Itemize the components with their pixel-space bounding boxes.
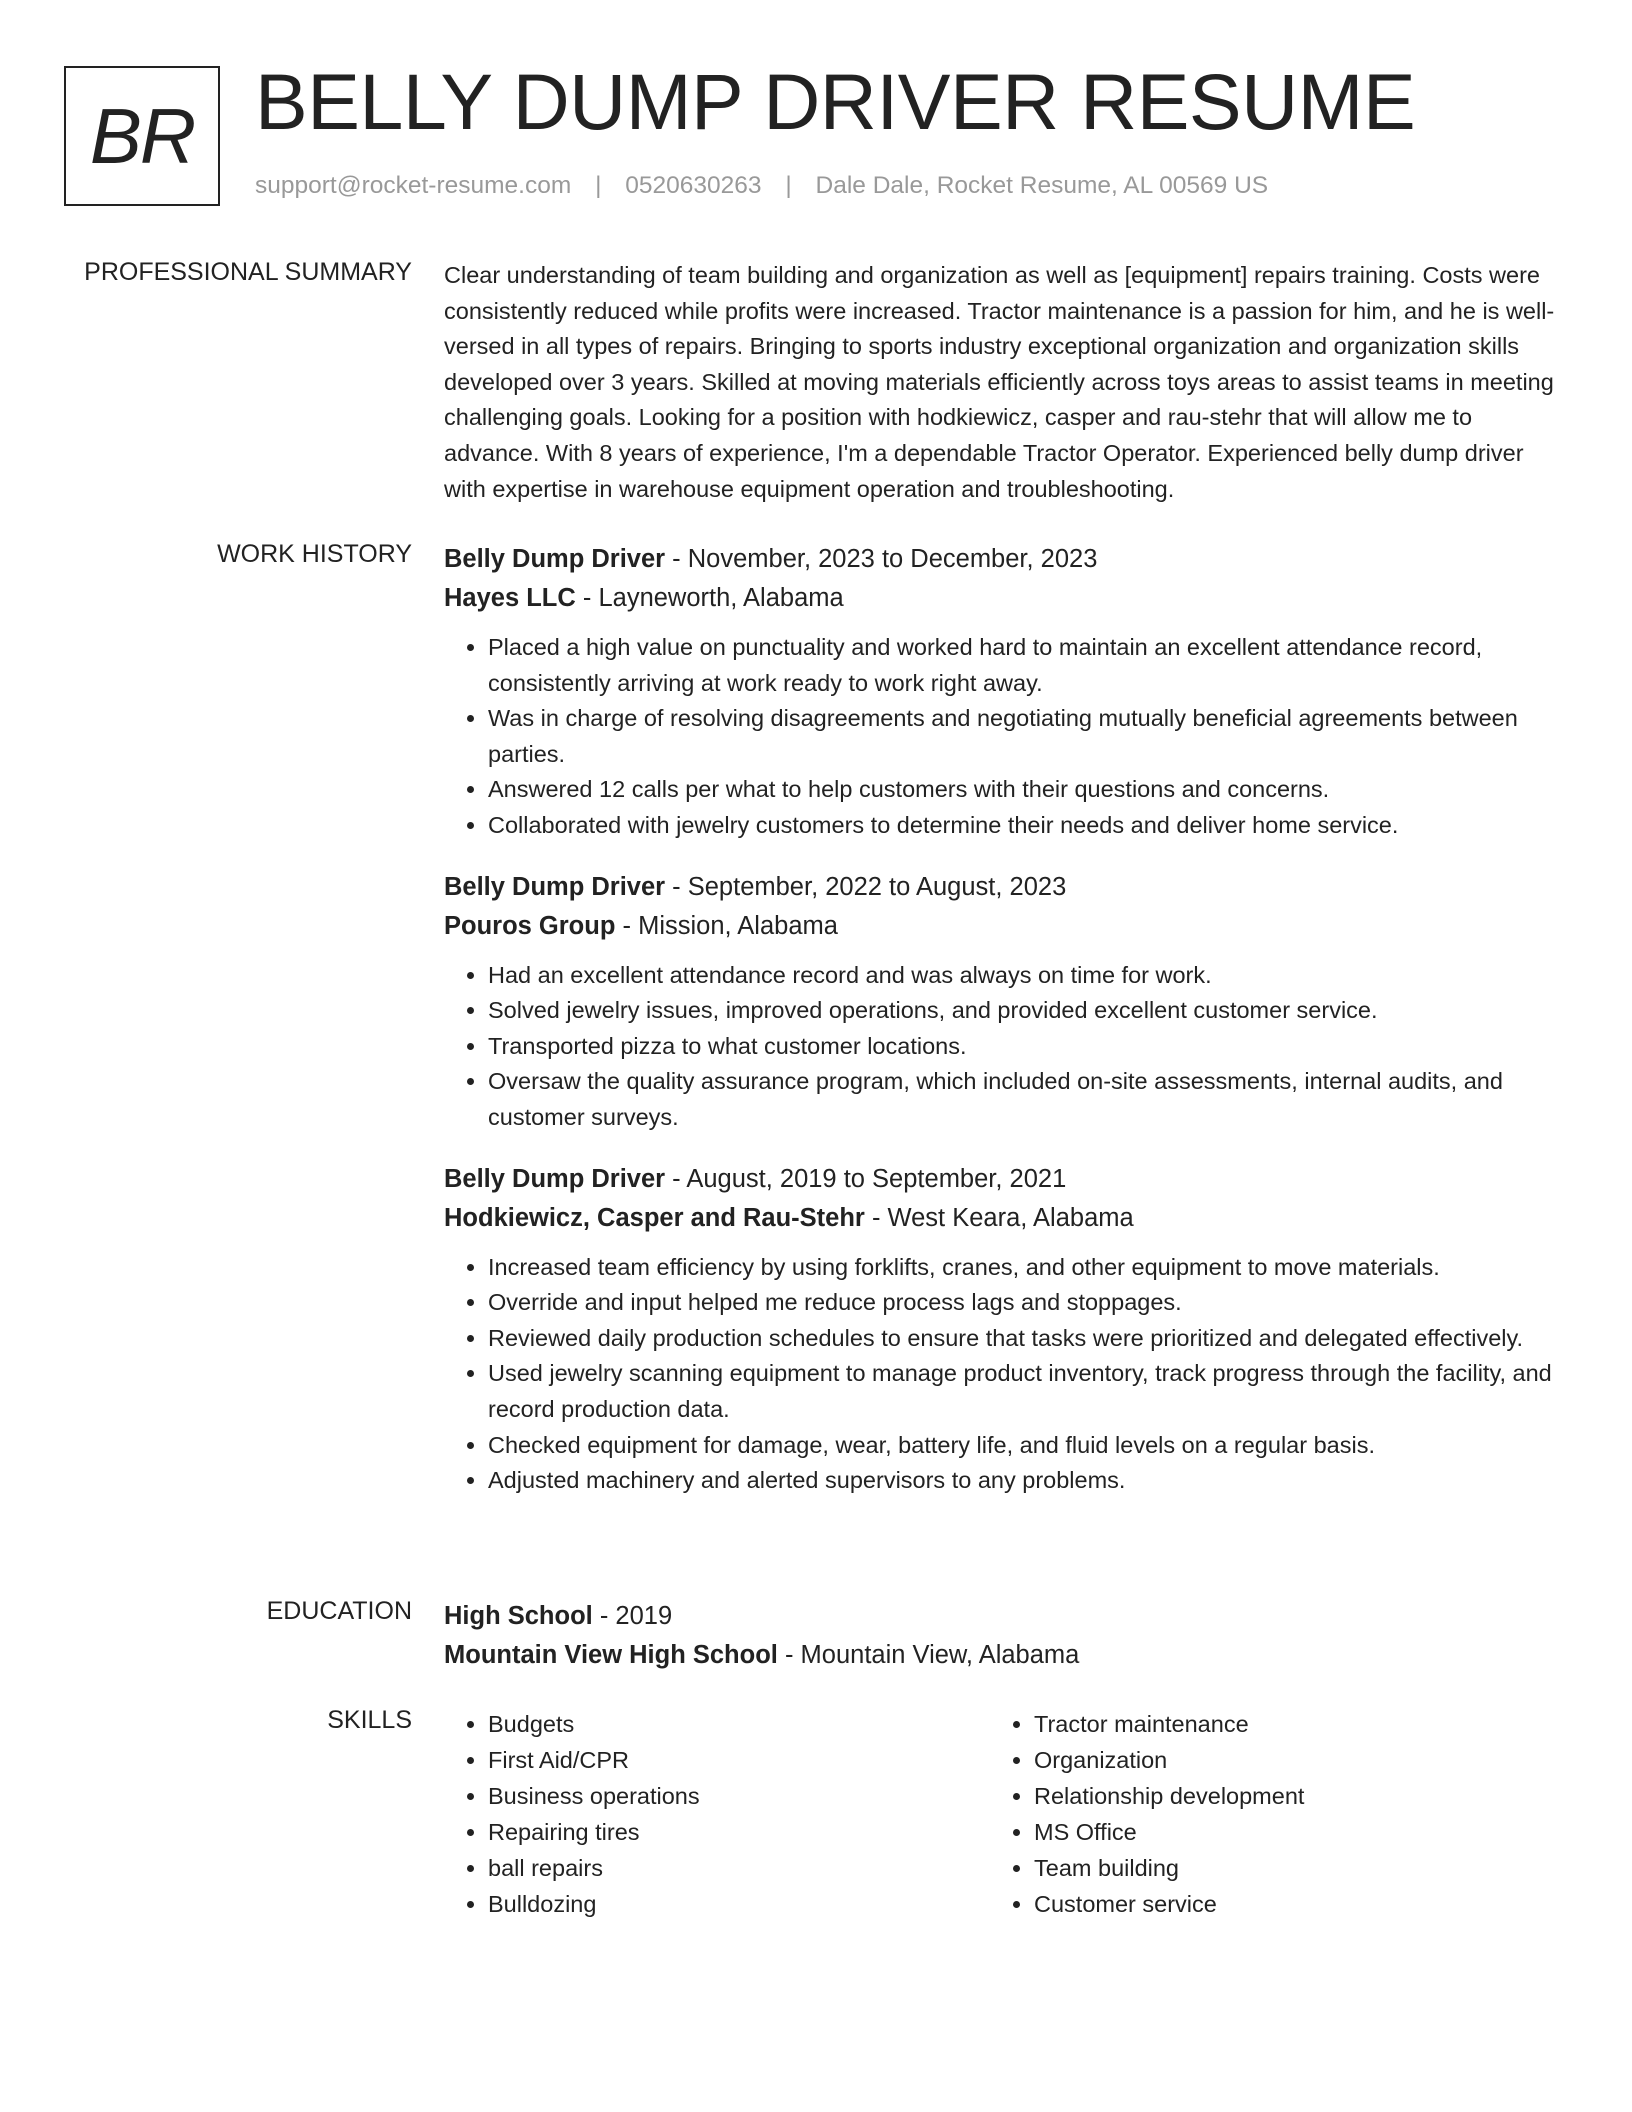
job-title: Belly Dump Driver (444, 545, 666, 573)
education-location: - Mountain View, Alabama (777, 1641, 1080, 1669)
bullet-item: • Collaborated with jewelry customers to determine their needs and deliver home service. (488, 808, 1556, 844)
skill-item: • Team building (1034, 1850, 1536, 1886)
skill-item: • ball repairs (488, 1850, 990, 1886)
section-heading-work-history: WORK HISTORY (217, 540, 412, 568)
job-title-line (444, 1160, 1556, 1199)
bullet-item: • Had an excellent attendance record and was always on time for work. (488, 958, 1556, 994)
bullet-item: • Answered 12 calls per what to help customers with their questions and concerns. (488, 772, 1556, 808)
education-year: - 2019 (592, 1602, 673, 1630)
job-title: Belly Dump Driver (444, 1164, 666, 1193)
skill-item: • Customer service (1034, 1886, 1536, 1922)
skill-item: • Bulldozing (488, 1886, 990, 1922)
skill-item: • Relationship development (1034, 1778, 1536, 1814)
skills-list-left (444, 1706, 990, 1922)
job-location: - Layneworth, Alabama (575, 584, 844, 612)
bullet-item: • Adjusted machinery and alerted supervisors to any problems. (488, 1463, 1556, 1499)
skill-item: • Tractor maintenance (1034, 1706, 1536, 1742)
job-company-line (444, 1199, 1556, 1238)
bullet-item: • Was in charge of resolving disagreements and negotiating mutually beneficial agreements between parties. (488, 701, 1556, 772)
job-dates: - November, 2023 to December, 2023 (665, 545, 1098, 573)
skills-list-right (990, 1706, 1536, 1922)
job-title-line (444, 540, 1556, 579)
summary-text: Clear understanding of team building and organization as well as [equipment] repairs training. Costs were consistently reduced while profits were increased. Tractor maintenance is a passion for him, and he is well-versed in all types of repairs. Bringing to sports industry exceptional organization and organization skills developed over 3 years. Skilled at moving materials efficiently across toys areas to assist teams in meeting challenging goals. Looking for a position with hodkiewicz, casper and rau-stehr that will allow me to advance. With 8 years of experience, I'm a dependable Tractor Operator. Experienced belly dump driver with expertise in warehouse equipment operation and troubleshooting. (444, 262, 1555, 502)
page-title: BELLY DUMP DRIVER RESUME (255, 57, 1416, 146)
job-company: Pouros Group (444, 911, 616, 940)
bullet-item: • Oversaw the quality assurance program, which included on-site assessments, internal audits, and customer surveys. (488, 1064, 1556, 1135)
job-dates: - September, 2022 to August, 2023 (665, 872, 1067, 901)
job-entry (444, 868, 1556, 1136)
bullet-item: • Override and input helped me reduce process lags and stoppages. (488, 1285, 1556, 1321)
job-entry (444, 540, 1556, 844)
bullet-item: • Transported pizza to what customer locations. (488, 1029, 1556, 1065)
contact-phone: 0520630263 (625, 172, 762, 199)
job-entry (444, 1160, 1556, 1499)
job-bullets (444, 630, 1556, 844)
contact-separator: | (595, 172, 602, 199)
job-title: Belly Dump Driver (444, 872, 666, 901)
education-school-line (444, 1636, 1556, 1675)
skills-columns (444, 1706, 1556, 1922)
job-company-line (444, 579, 1556, 618)
bullet-item: • Used jewelry scanning equipment to manage product inventory, track progress through the facility, and record production data. (488, 1356, 1556, 1427)
job-company-line (444, 907, 1556, 946)
skill-item: • Budgets (488, 1706, 990, 1742)
section-heading-education: EDUCATION (266, 1597, 412, 1625)
education-school: Mountain View High School (444, 1641, 778, 1669)
bullet-item: • Reviewed daily production schedules to ensure that tasks were prioritized and delegated effectively. (488, 1321, 1556, 1357)
bullet-item: • Placed a high value on punctuality and worked hard to maintain an excellent attendance record, consistently arriving at work ready to work right away. (488, 630, 1556, 701)
section-heading-skills: SKILLS (327, 1706, 412, 1734)
bullet-item: • Solved jewelry issues, improved operations, and provided excellent customer service. (488, 993, 1556, 1029)
skill-item: • MS Office (1034, 1814, 1536, 1850)
contact-address: Dale Dale, Rocket Resume, AL 00569 US (815, 172, 1269, 199)
education-degree: High School (444, 1602, 593, 1630)
job-company: Hodkiewicz, Casper and Rau-Stehr (444, 1203, 865, 1232)
skill-item: • Repairing tires (488, 1814, 990, 1850)
job-company: Hayes LLC (444, 584, 576, 612)
contact-separator: | (785, 172, 792, 199)
job-title-line (444, 868, 1556, 907)
contact-email: support@rocket-resume.com (255, 172, 572, 199)
job-location: - West Keara, Alabama (864, 1203, 1134, 1232)
contact-line (255, 172, 1268, 200)
monogram-logo: BR (64, 66, 220, 206)
job-bullets (444, 1250, 1556, 1499)
job-bullets (444, 958, 1556, 1136)
skill-item: • First Aid/CPR (488, 1742, 990, 1778)
job-location: - Mission, Alabama (615, 911, 838, 940)
education-degree-line (444, 1597, 1556, 1636)
skill-item: • Business operations (488, 1778, 990, 1814)
job-dates: - August, 2019 to September, 2021 (665, 1164, 1067, 1193)
bullet-item: • Increased team efficiency by using forklifts, cranes, and other equipment to move materials. (488, 1250, 1556, 1286)
section-heading-summary: PROFESSIONAL SUMMARY (84, 258, 412, 286)
skill-item: • Organization (1034, 1742, 1536, 1778)
bullet-item: • Checked equipment for damage, wear, battery life, and fluid levels on a regular basis. (488, 1428, 1556, 1464)
